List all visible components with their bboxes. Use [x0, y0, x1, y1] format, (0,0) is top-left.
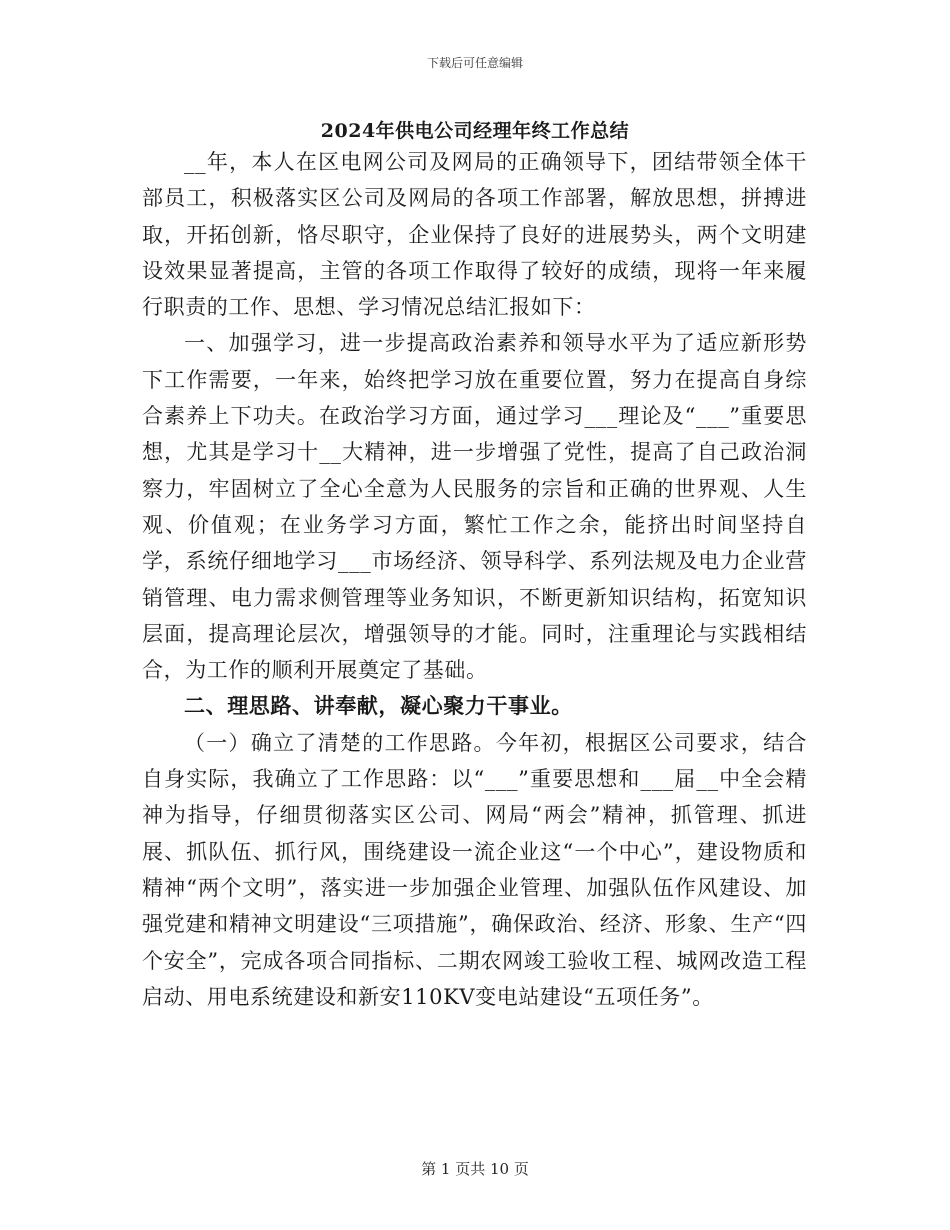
document-body	[142, 144, 807, 1015]
paragraph-intro: __年，本人在区电网公司及网局的正确领导下，团结带领全体干部员工，积极落实区公司及网局的各项工作部署，解放思想，拼搏进取，开拓创新，恪尽职守，企业保持了良好的进展势头，两个文明建设效果显著提高，主管的各项工作取得了较好的成绩，现将一年来履行职责的工作、思想、学习情况总结汇报如下：	[142, 150, 807, 320]
document-title: 2024年供电公司经理年终工作总结	[320, 120, 630, 142]
page-header-note: 下载后可任意编辑	[426, 56, 523, 70]
page-footer-number: 第 1 页共 10 页	[421, 1160, 529, 1178]
paragraph-subsection-1-work-plan: （一）确立了清楚的工作思路。今年初，根据区公司要求，结合自身实际，我确立了工作思路：以“___”重要思想和___届__中全会精神为指导，仔细贯彻落实区公司、网局“两会”精神，抓管理、抓进展、抓队伍、抓行风，围绕建设一流企业这“一个中心”，建设物质和精神“两个文明”，落实进一步加强企业管理、加强队伍作风建设、加强党建和精神文明建设“三项措施”，确保政治、经济、形象、生产“四个安全”，完成各项合同指标、二期农网竣工验收工程、城网改造工程启动、用电系统建设和新安110KV变电站建设“五项任务”。	[142, 730, 807, 1009]
section-heading-2: 二、理思路、讲奉献，凝心聚力干事业。	[184, 693, 573, 719]
paragraph-section-1-study: 一、加强学习，进一步提高政治素养和领导水平为了适应新形势下工作需要，一年来，始终把学习放在重要位置，努力在提高自身综合素养上下功夫。在政治学习方面，通过学习___理论及“___”重要思想，尤其是学习十__大精神，进一步增强了党性，提高了自己政治洞察力，牢固树立了全心全意为人民服务的宗旨和正确的世界观、人生观、价值观；在业务学习方面，繁忙工作之余，能挤出时间坚持自学，系统仔细地学习___市场经济、领导科学、系列法规及电力企业营销管理、电力需求侧管理等业务知识，不断更新知识结构，拓宽知识层面，提高理论层次，增强领导的才能。同时，注重理论与实践相结合，为工作的顺利开展奠定了基础。	[142, 331, 807, 683]
